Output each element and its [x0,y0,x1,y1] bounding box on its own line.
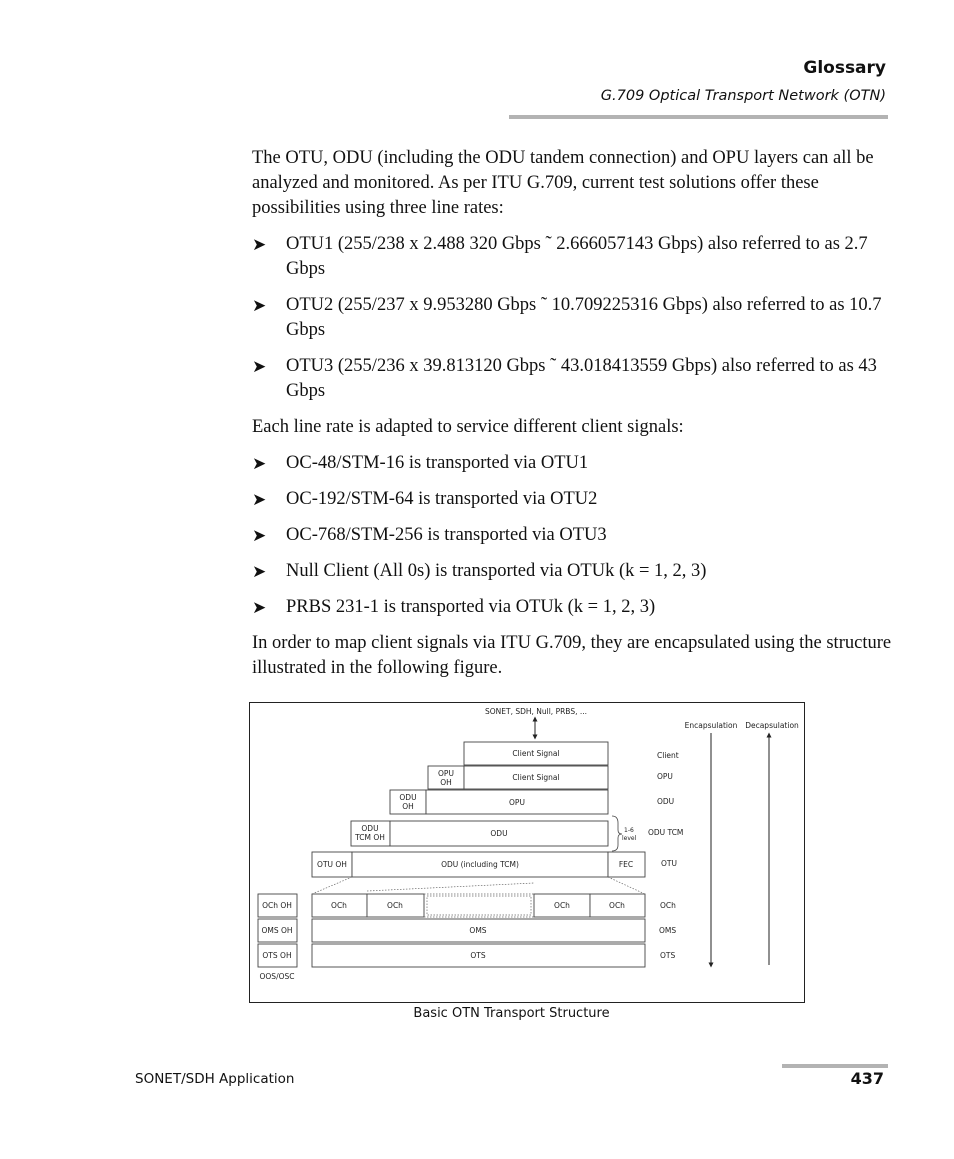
bullet-text: OC-768/STM-256 is transported via OTU3 [286,525,607,545]
bullet-item [252,293,892,343]
oms-oh-text: OMS OH [261,926,293,935]
map-paragraph: In order to map client signals via ITU G.709, they are encapsulated using the structure illustrated in the following figure. [252,633,892,678]
layer-label: Client [657,751,679,760]
ots-text: OTS [470,951,486,960]
bullet-text: Null Client (All 0s) is transported via OTUk (k = 1, 2, 3) [286,561,707,581]
bullet-item [252,451,892,476]
intro-paragraph: The OTU, ODU (including the ODU tandem connection) and OPU layers can all be analyzed and monitored. As per ITU G.709, current test solutions offer these possibilities using three line rates: [252,148,874,218]
fec-text: FEC [618,860,634,869]
odu-text: ODU [490,829,508,838]
och-oh-text: OCh OH [262,901,292,910]
arrow-bullet-icon: ➤ [252,357,267,376]
och-text: OCh [554,901,570,910]
oms-text: OMS [469,926,487,935]
och-text: OCh [609,901,625,910]
level-text: level [622,835,637,842]
arrow-bullet-icon: ➤ [252,235,267,254]
bullet-text: PRBS 231-1 is transported via OTUk (k = 1, 2, 3) [286,597,656,617]
bullet-text: OTU1 (255/238 x 2.488 320 Gbps ˜ 2.666057143 Gbps) also referred to as 2.7 Gbps [286,234,868,279]
arrow-bullet-icon: ➤ [252,454,267,473]
expansion-line [608,877,645,894]
section-title: Glossary [803,58,886,78]
arrow-bullet-icon: ➤ [252,598,267,617]
footer-title: SONET/SDH Application [135,1071,295,1087]
arrow-bullet-icon: ➤ [252,526,267,545]
body-text [252,146,892,692]
header-rule [509,115,888,119]
adapted-paragraph: Each line rate is adapted to service different client signals: [252,417,684,437]
bullet-text: OTU2 (255/237 x 9.953280 Gbps ˜ 10.709225316 Gbps) also referred to as 10.7 Gbps [286,295,882,340]
bullet-item [252,354,892,404]
oos-osc-text: OOS/OSC [259,972,295,981]
bullet-text: OC-48/STM-16 is transported via OTU1 [286,453,589,473]
layer-label: OTU [661,859,677,868]
arrow-bullet-icon: ➤ [252,490,267,509]
opu-text: OPU [509,798,525,807]
arrow-bullet-icon: ➤ [252,296,267,315]
bullet-item [252,523,892,548]
figure-caption: Basic OTN Transport Structure [413,1006,610,1021]
client-signal-text: Client Signal [512,749,560,758]
opu-oh-text: OPU [438,769,454,778]
footer-rule [782,1064,888,1068]
ots-oh-text: OTS OH [262,951,292,960]
opu-oh-text: OH [440,778,452,787]
otu-oh-text: OTU OH [317,860,347,869]
bullet-item [252,487,892,512]
och-text: OCh [331,901,347,910]
arrow-bullet-icon: ➤ [252,562,267,581]
otn-structure-diagram [250,703,804,1002]
layer-label: OMS [659,926,677,935]
bullet-text: OTU3 (255/236 x 39.813120 Gbps ˜ 43.018413559 Gbps) also referred to as 43 Gbps [286,356,877,401]
layer-label: OPU [657,772,673,781]
odu-incl-tcm-text: ODU (including TCM) [441,860,519,869]
layer-label: ODU [657,797,675,806]
client-signal-text: Client Signal [512,773,560,782]
top-signals-label: SONET, SDH, Null, PRBS, ... [484,707,588,716]
bullet-item [252,595,892,620]
odu-oh-text: ODU [399,793,417,802]
odu-tcm-oh-text: ODU [361,824,379,833]
level-text: 1-6 [624,827,634,834]
odu-oh-text: OH [402,802,414,811]
otn-structure-figure [249,702,805,1003]
layer-label: OCh [660,901,676,910]
layer-label: ODU TCM [648,828,684,837]
bullet-item [252,232,892,282]
decapsulation-label: Decapsulation [745,721,799,730]
expansion-line [312,877,352,894]
bullet-item [252,559,892,584]
och-gap-box [427,896,531,915]
och-text: OCh [387,901,403,910]
odu-tcm-oh-text: TCM OH [355,833,385,842]
expansion-line [367,883,534,891]
section-subtitle: G.709 Optical Transport Network (OTN) [600,88,886,104]
tcm-brace [612,816,622,851]
page-number: 437 [850,1069,884,1088]
encapsulation-label: Encapsulation [684,721,738,730]
layer-label: OTS [660,951,676,960]
bullet-text: OC-192/STM-64 is transported via OTU2 [286,489,598,509]
